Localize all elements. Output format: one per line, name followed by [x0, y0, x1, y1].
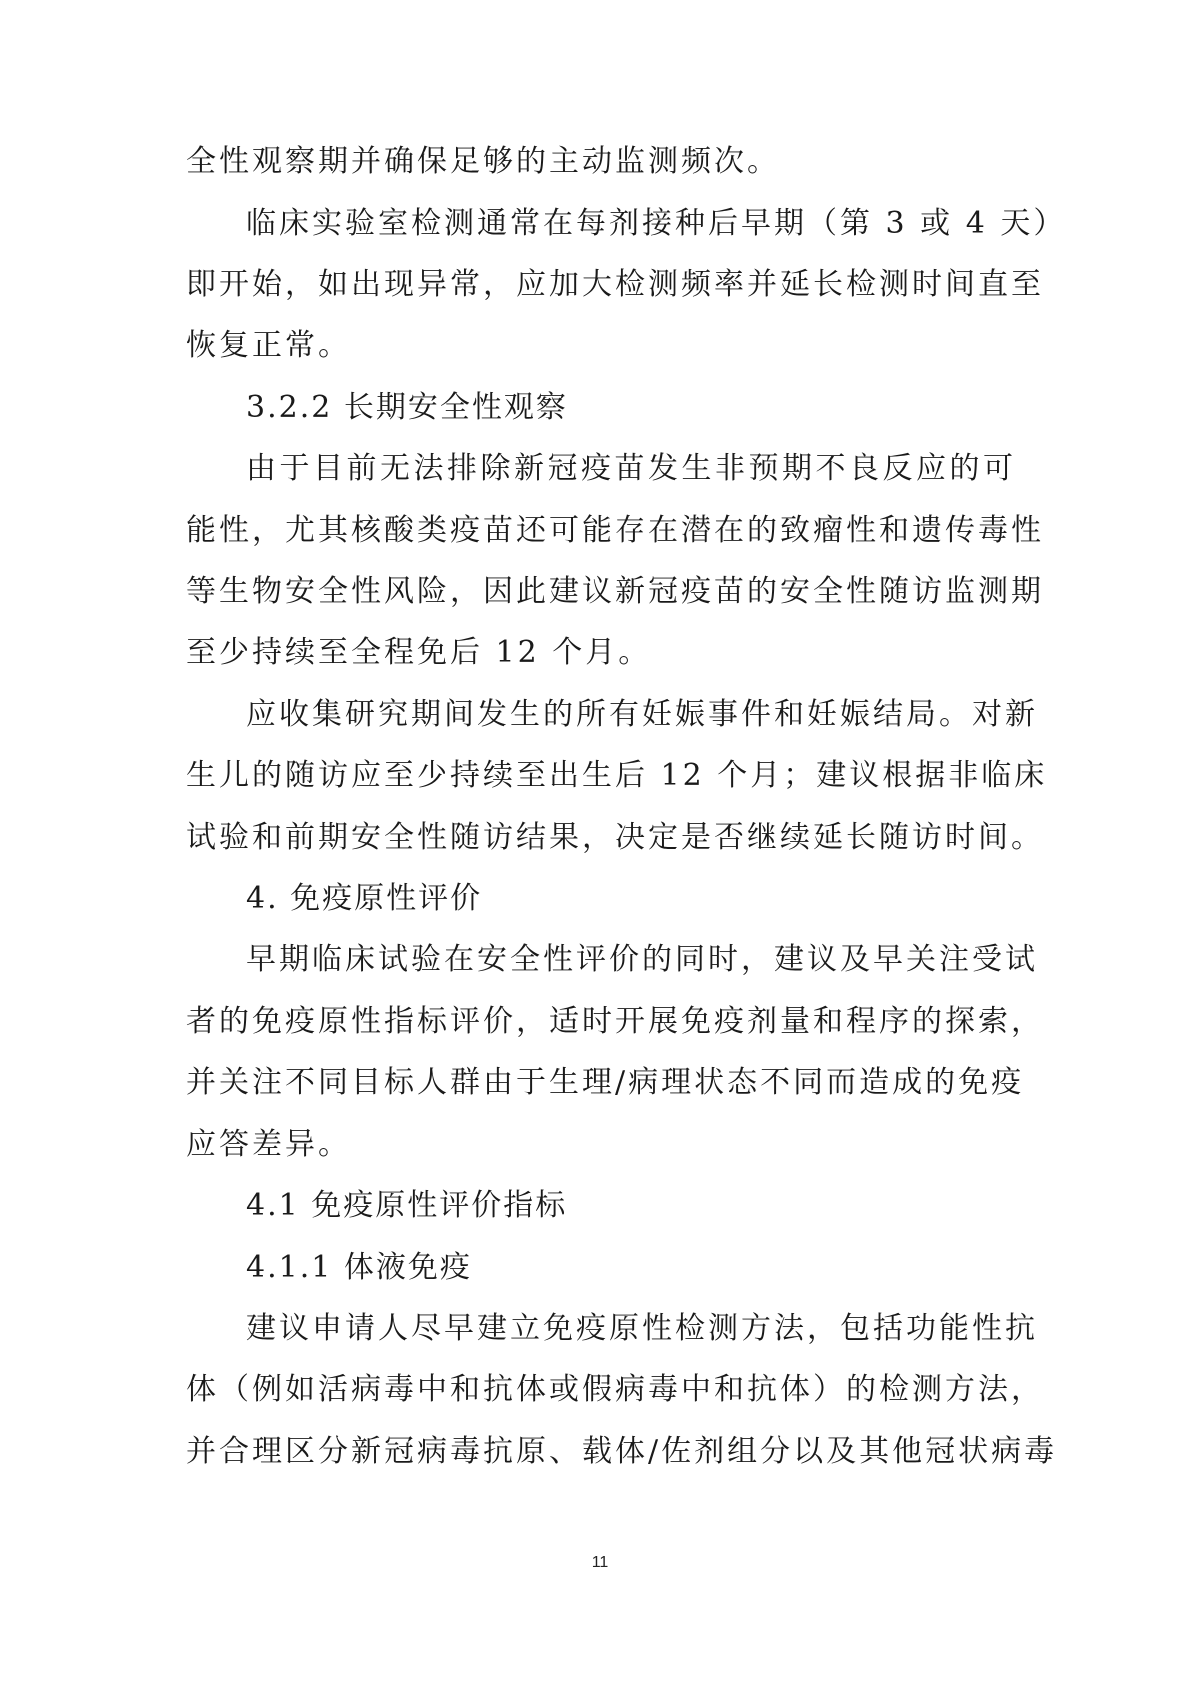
- paragraph-line: 应收集研究期间发生的所有妊娠事件和妊娠结局。对新: [246, 697, 1038, 732]
- section-heading: 3.2.2 长期安全性观察: [246, 390, 568, 425]
- paragraph-line: 并合理区分新冠病毒抗原、载体/佐剂组分以及其他冠状病毒: [186, 1434, 1058, 1469]
- paragraph-line: 临床实验室检测通常在每剂接种后早期（第 3 或 4 天）: [246, 206, 1067, 241]
- paragraph-line: 至少持续至全程免后 12 个月。: [186, 635, 652, 670]
- paragraph-line: 并关注不同目标人群由于生理/病理状态不同而造成的免疫: [186, 1065, 1025, 1100]
- paragraph-line: 早期临床试验在安全性评价的同时，建议及早关注受试: [246, 942, 1038, 977]
- paragraph-line: 者的免疫原性指标评价，适时开展免疫剂量和程序的探索，: [186, 1004, 1044, 1039]
- paragraph-line: 应答差异。: [186, 1127, 351, 1162]
- paragraph-line: 试验和前期安全性随访结果，决定是否继续延长随访时间。: [186, 820, 1044, 855]
- paragraph-line: 体（例如活病毒中和抗体或假病毒中和抗体）的检测方法，: [186, 1372, 1044, 1407]
- section-heading: 4.1 免疫原性评价指标: [246, 1188, 568, 1223]
- section-heading: 4.1.1 体液免疫: [246, 1250, 472, 1285]
- section-heading: 4. 免疫原性评价: [246, 881, 483, 916]
- paragraph-line: 等生物安全性风险，因此建议新冠疫苗的安全性随访监测期: [186, 574, 1044, 609]
- paragraph-line: 生儿的随访应至少持续至出生后 12 个月；建议根据非临床: [186, 758, 1048, 793]
- paragraph-line: 能性，尤其核酸类疫苗还可能存在潜在的致瘤性和遗传毒性: [186, 513, 1044, 548]
- paragraph-line: 由于目前无法排除新冠疫苗发生非预期不良反应的可: [246, 451, 1016, 486]
- paragraph-line: 恢复正常。: [186, 328, 351, 363]
- paragraph-line: 全性观察期并确保足够的主动监测频次。: [186, 144, 780, 179]
- paragraph-line: 即开始，如出现异常，应加大检测频率并延长检测时间直至: [186, 267, 1044, 302]
- page-number: 11: [591, 1554, 609, 1571]
- paragraph-line: 建议申请人尽早建立免疫原性检测方法，包括功能性抗: [246, 1311, 1038, 1346]
